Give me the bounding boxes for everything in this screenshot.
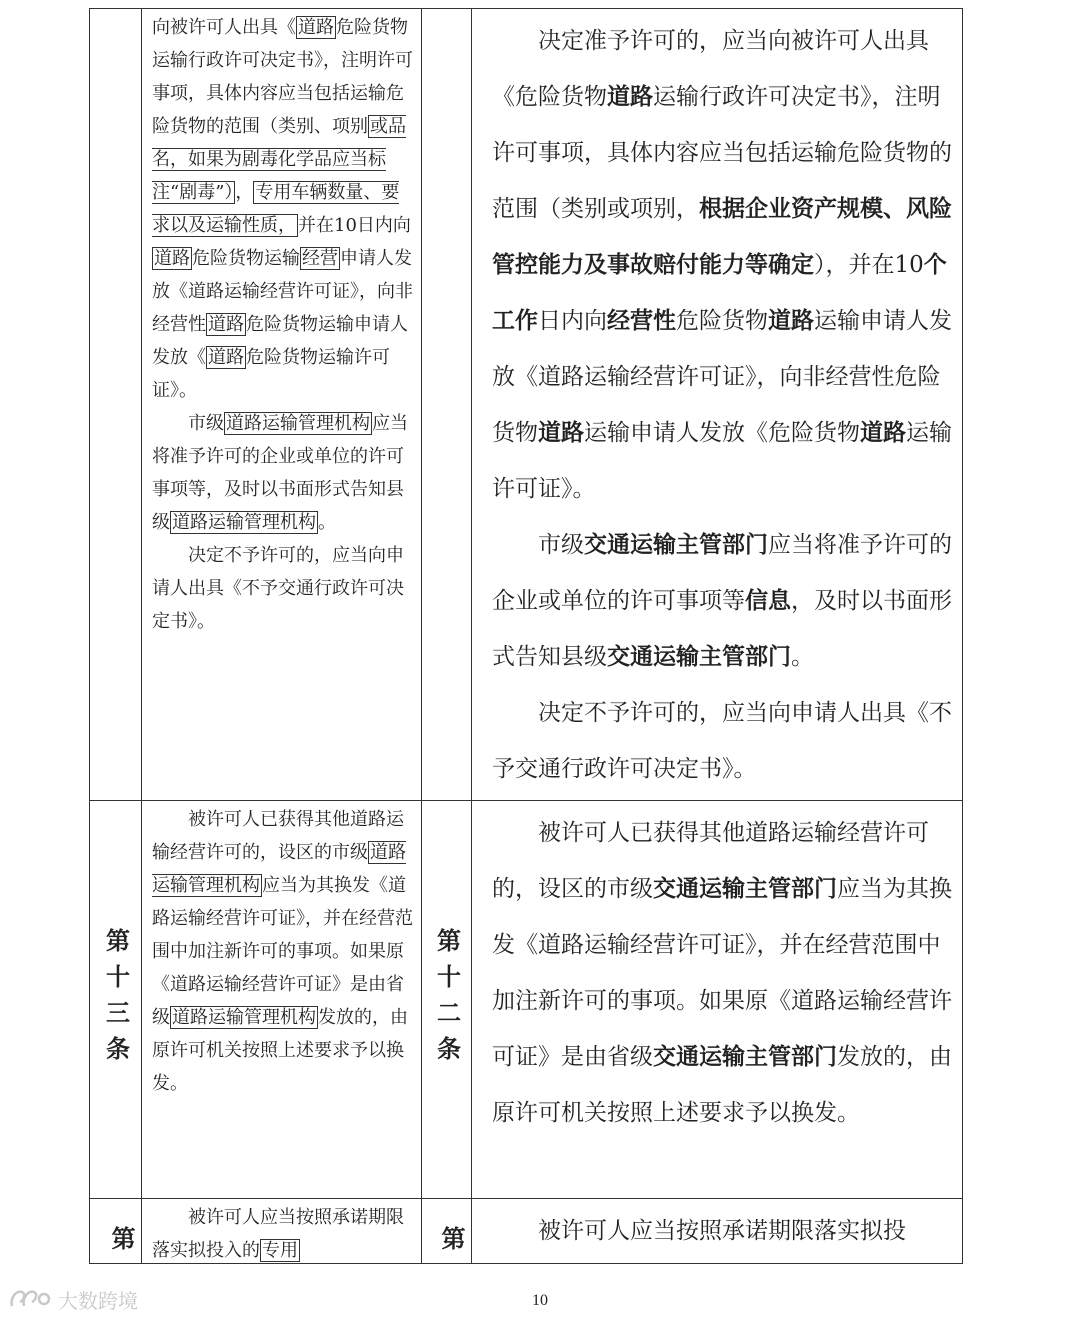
text-segment: 运输行政许可决定书》，注明许可事项，具体内容应当包括运输危险货物的范围（类别或项别， xyxy=(492,84,952,222)
revised-term-box: 道路运输管理机构 xyxy=(152,842,406,896)
text-segment: 运输申请人发放《危险货物 xyxy=(584,420,860,446)
bold-change-text: 交通运输主管部门 xyxy=(607,644,791,670)
text-segment: 危险货物 xyxy=(676,308,768,334)
text-segment: 日内向 xyxy=(538,308,607,334)
revised-term-box: 道路 xyxy=(208,314,244,335)
revised-term-box: 道路 xyxy=(154,248,190,269)
revised-term-box: 道路 xyxy=(208,347,244,368)
bold-change-text: 经营性 xyxy=(607,308,676,334)
text-segment: 危险货物运输许可证》。 xyxy=(152,347,390,401)
paragraph xyxy=(152,539,413,638)
text-segment: ， xyxy=(235,182,254,203)
text-segment: 申请人发放《道路运输经营许可证》，向非经营性 xyxy=(152,248,413,335)
row3-old-text xyxy=(141,1198,421,1264)
revised-term-box: 经营 xyxy=(302,248,338,269)
revised-term-box: 道路运输管理机构 xyxy=(172,512,316,533)
text-segment: 市级 xyxy=(188,413,224,434)
text-segment: 发放的，由原许可机关按照上述要求予以换发。 xyxy=(152,1007,408,1094)
row1-old-text xyxy=(141,8,421,800)
paragraph xyxy=(492,1203,952,1259)
bold-change-text: 道路 xyxy=(768,308,814,334)
revised-term-box: 或品名，如果为剧毒化学品应当标注“剧毒”） xyxy=(152,116,406,203)
text-segment: 市级 xyxy=(538,532,584,558)
bold-change-text: 道路 xyxy=(607,84,653,110)
watermark-text: 大数跨境 xyxy=(58,1288,138,1313)
bold-change-text: 信息 xyxy=(745,588,791,614)
text-segment: 应当将准予许可的企业或单位的许可事项等 xyxy=(492,532,952,614)
text-segment: 运输申请人发放《道路运输经营许可证》，向非经营性危险货物 xyxy=(492,308,952,446)
text-segment: 被许可人应当按照承诺期限落实拟投 xyxy=(538,1218,906,1244)
text-segment: ，及时以书面形式告知县级 xyxy=(492,588,952,670)
paragraph xyxy=(152,803,413,1100)
text-segment: 被许可人已获得其他道路运输经营许可的，设区的市级 xyxy=(492,820,929,902)
text-segment: 决定准予许可的，应当向被许可人出具《危险货物 xyxy=(492,28,929,110)
paragraph xyxy=(492,805,952,1141)
text-segment: ），并在10 xyxy=(814,252,924,278)
text-segment: 。 xyxy=(791,644,814,670)
bold-change-text: 个工作 xyxy=(492,252,947,334)
text-segment: 应当将准予许可的企业或单位的许可事项等，及时以书面形式告知县级 xyxy=(152,413,408,533)
paragraph xyxy=(152,11,413,407)
text-segment: 危险货物运输 xyxy=(192,248,300,269)
revised-term-box: 道路运输管理机构 xyxy=(226,413,370,434)
text-segment: 决定不予许可的，应当向申请人出具《不予交通行政许可决定书》。 xyxy=(492,700,952,782)
row3-new-article: 第 xyxy=(421,1198,471,1264)
text-segment: 危险货物运输申请人发放《 xyxy=(152,314,408,368)
text-segment: 应当为其换发《道路运输经营许可证》，并在经营范围中加注新许可的事项。如果原《道路运输经营许可证》是由省级 xyxy=(492,876,952,1070)
comparison-table xyxy=(89,8,963,1264)
revised-term-box: 专用 xyxy=(262,1240,298,1261)
bold-change-text: 交通运输主管部门 xyxy=(653,876,837,902)
revised-term-box: 专用车辆数量、要求以及运输性质， xyxy=(152,182,400,236)
row2-new-article: 第十二条 xyxy=(421,800,471,1198)
text-segment: 运输许可证》。 xyxy=(492,420,952,502)
bold-change-text: 道路 xyxy=(538,420,584,446)
text-segment: 。 xyxy=(318,512,336,533)
row2-old-article: 第十三条 xyxy=(89,800,141,1198)
text-segment: 并在10日内向 xyxy=(298,215,411,236)
bold-change-text: 根据企业资产规模、风险管控能力及事故赔付能力等确定 xyxy=(492,196,952,278)
text-segment: 决定不予许可的，应当向申请人出具《不予交通行政许可决定书》。 xyxy=(152,545,404,632)
revised-term-box: 道路运输管理机构 xyxy=(172,1007,316,1028)
row1-new-article xyxy=(421,8,471,800)
text-segment: 危险货物运输行政许可决定书》，注明许可事项，具体内容应当包括运输危险货物的范围（类别、项别 xyxy=(152,17,413,137)
paragraph xyxy=(152,1201,413,1264)
row2-new-text xyxy=(471,800,963,1198)
text-segment: 被许可人应当按照承诺期限落实拟投入的 xyxy=(152,1207,404,1261)
paragraph xyxy=(492,685,952,797)
row3-new-text xyxy=(471,1198,963,1264)
row1-old-article xyxy=(89,8,141,800)
text-segment: 发放的，由原许可机关按照上述要求予以换发。 xyxy=(492,1044,952,1126)
bold-change-text: 道路 xyxy=(860,420,906,446)
bold-change-text: 交通运输主管部门 xyxy=(584,532,768,558)
text-segment: 被许可人已获得其他道路运输经营许可的，设区的市级 xyxy=(152,809,404,863)
row3-old-article: 第 xyxy=(89,1198,141,1264)
bold-change-text: 交通运输主管部门 xyxy=(653,1044,837,1070)
paragraph xyxy=(152,407,413,539)
text-segment: 应当为其换发《道路运输经营许可证》，并在经营范围中加注新许可的事项。如果原《道路运输经营许可证》是由省级 xyxy=(152,875,413,1028)
revised-term-box: 道路 xyxy=(298,17,334,38)
row2-old-text xyxy=(141,800,421,1198)
paragraph xyxy=(492,13,952,517)
page-number: 10 xyxy=(532,1292,548,1309)
row1-new-text xyxy=(471,8,963,800)
text-segment: 向被许可人出具《 xyxy=(152,17,296,38)
paragraph xyxy=(492,517,952,685)
